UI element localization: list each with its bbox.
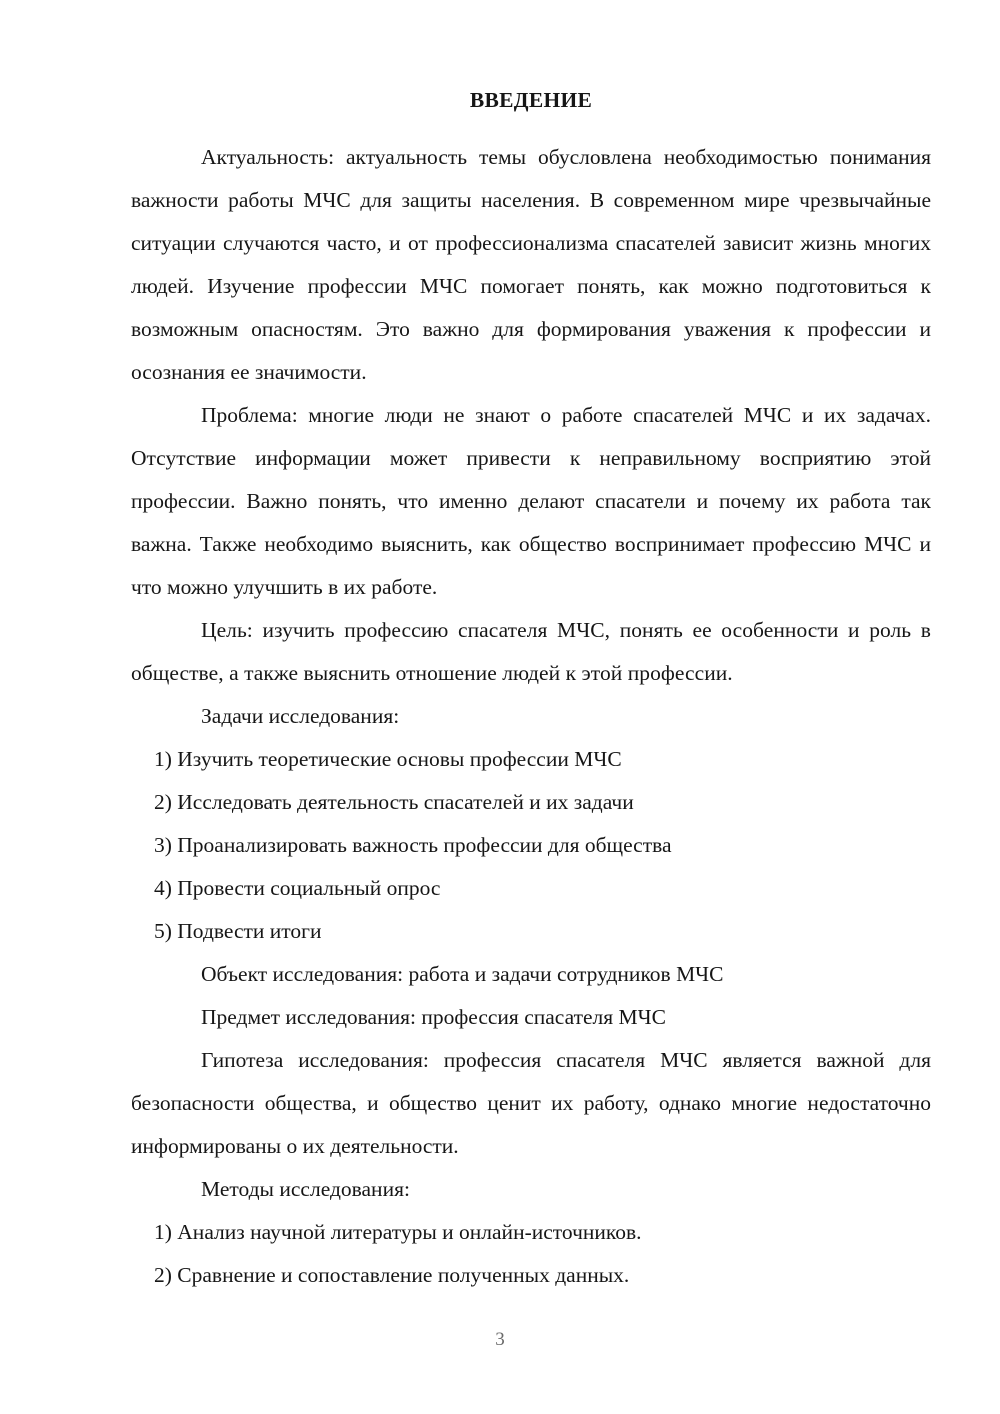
paragraph-hypothesis: Гипотеза исследования: профессия спасателя МЧС является важной для безопасности общества, и общество ценит их работу, однако многие недостаточно информированы о их деятельности. (131, 1047, 931, 1158)
document-body (131, 88, 931, 1297)
page-number: 3 (495, 1329, 505, 1350)
list-item: 1) Анализ научной литературы и онлайн-источников. (154, 1219, 642, 1244)
methods-label: Методы исследования: (201, 1176, 410, 1201)
paragraph-goal: Цель: изучить профессию спасателя МЧС, понять ее особенности и роль в обществе, а также выяснить отношение людей к этой профессии. (131, 617, 931, 685)
list-item: 2) Исследовать деятельность спасателей и их задачи (154, 789, 634, 814)
paragraph-subject: Предмет исследования: профессия спасателя МЧС (201, 1004, 666, 1029)
list-item: 3) Проанализировать важность профессии для общества (154, 832, 672, 857)
list-item: 4) Провести социальный опрос (154, 875, 441, 900)
list-item: 2) Сравнение и сопоставление полученных данных. (154, 1262, 630, 1287)
methods-list (131, 1211, 931, 1297)
list-item: 1) Изучить теоретические основы профессии МЧС (154, 746, 622, 771)
tasks-list (131, 738, 931, 953)
paragraph-problem: Проблема: многие люди не знают о работе спасателей МЧС и их задачах. Отсутствие информации может привести к неправильному восприятию этой профессии. Важно понять, что именно делают спасатели и почему их работа так важна. Также необходимо выяснить, как общество воспринимает профессию МЧС и что можно улучшить в их работе. (131, 402, 931, 599)
page-title: ВВЕДЕНИЕ (469, 88, 593, 112)
list-item: 5) Подвести итоги (154, 918, 322, 943)
paragraph-relevance: Актуальность: актуальность темы обусловлена необходимостью понимания важности работы МЧС для защиты населения. В современном мире чрезвычайные ситуации случаются часто, и от профессионализма спасателей зависит жизнь многих людей. Изучение профессии МЧС помогает понять, как можно подготовиться к возможным опасностям. Это важно для формирования уважения к профессии и осознания ее значимости. (131, 144, 931, 384)
tasks-label: Задачи исследования: (201, 703, 400, 728)
paragraph-object: Объект исследования: работа и задачи сотрудников МЧС (201, 961, 724, 986)
